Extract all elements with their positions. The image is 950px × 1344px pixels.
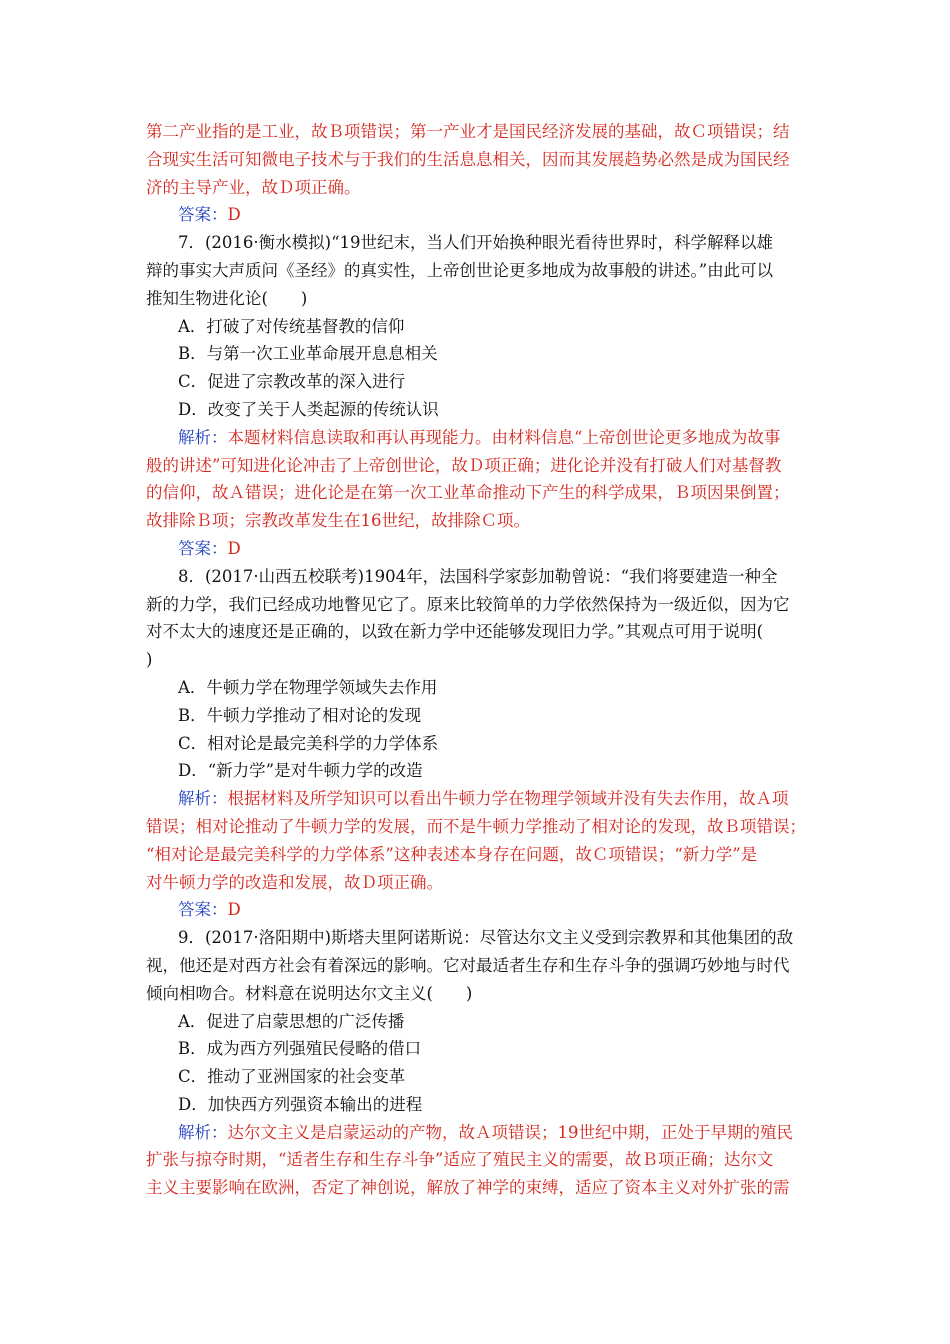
question-stem-line: 对不太大的速度还是正确的，以致在新力学中还能够发现旧力学。”其观点可用于说明( bbox=[146, 622, 764, 642]
analysis-line bbox=[146, 1119, 810, 1147]
answer-label: 答案： bbox=[178, 900, 228, 920]
analysis-label: 解析： bbox=[178, 1122, 228, 1142]
analysis-text-line: 济的主导产业，故Ｄ项正确。 bbox=[146, 177, 361, 197]
option-b: B．成为西方列强殖民侵略的借口 bbox=[178, 1039, 422, 1059]
answer-value: D bbox=[227, 900, 241, 920]
analysis-text-line: 对牛顿力学的改造和发展，故Ｄ项正确。 bbox=[146, 872, 443, 892]
analysis-text-line: 错误；相对论推动了牛顿力学的发展，而不是牛顿力学推动了相对论的发现，故Ｂ项错误； bbox=[146, 816, 806, 836]
answer-line bbox=[146, 201, 810, 229]
option-a: A．打破了对传统基督教的信仰 bbox=[178, 316, 405, 336]
question-stem-line: 推知生物进化论( ) bbox=[146, 288, 308, 308]
analysis-text-line: 扩张与掠夺时期，“适者生存和生存斗争”适应了殖民主义的需要，故Ｂ项正确；达尔文 bbox=[146, 1150, 774, 1170]
option-a: A．牛顿力学在物理学领域失去作用 bbox=[178, 677, 438, 697]
answer-value: D bbox=[227, 538, 241, 558]
question-stem-line: 辩的事实大声质问《圣经》的真实性，上帝创世论更多地成为故事般的讲述。”由此可以 bbox=[146, 260, 774, 280]
analysis-text: 根据材料及所学知识可以看出牛顿力学在物理学领域并没有失去作用，故Ａ项 bbox=[227, 789, 789, 809]
analysis-text-line: “相对论是最完美科学的力学体系”这种表述本身存在问题，故Ｃ项错误；“新力学”是 bbox=[146, 844, 758, 864]
answer-line bbox=[146, 896, 810, 924]
question-stem-line: 视，他还是对西方社会有着深远的影响。它对最适者生存和生存斗争的强调巧妙地与时代 bbox=[146, 955, 790, 975]
option-d: D．加快西方列强资本输出的进程 bbox=[178, 1094, 423, 1114]
analysis-text: 达尔文主义是启蒙运动的产物，故Ａ项错误；19世纪中期，正处于早期的殖民 bbox=[227, 1122, 793, 1142]
analysis-label: 解析： bbox=[178, 789, 228, 809]
option-d: D．“新力学”是对牛顿力学的改造 bbox=[178, 761, 423, 781]
option-c: C．推动了亚洲国家的社会变革 bbox=[178, 1067, 406, 1087]
analysis-label: 解析： bbox=[178, 427, 228, 447]
question-stem-line: 7．(2016·衡水模拟)“19世纪末，当人们开始换种眼光看待世界时，科学解释以雄 bbox=[178, 233, 774, 253]
analysis-text-line: 的信仰，故Ａ错误；进化论是在第一次工业革命推动下产生的科学成果，Ｂ项因果倒置； bbox=[146, 483, 790, 503]
analysis-text-line: 故排除Ｂ项；宗教改革发生在16世纪，故排除Ｃ项。 bbox=[146, 511, 530, 531]
analysis-text: 本题材料信息读取和再认再现能力。由材料信息“上帝创世论更多地成为故事 bbox=[227, 427, 781, 447]
analysis-line bbox=[146, 424, 810, 452]
option-a: A．促进了启蒙思想的广泛传播 bbox=[178, 1011, 405, 1031]
analysis-text-line: 第二产业指的是工业，故Ｂ项错误；第一产业才是国民经济发展的基础，故Ｃ项错误；结 bbox=[146, 122, 790, 141]
answer-label: 答案： bbox=[178, 538, 228, 558]
question-stem-line: 新的力学，我们已经成功地瞥见它了。原来比较简单的力学依然保持为一级近似，因为它 bbox=[146, 594, 790, 614]
analysis-line bbox=[146, 785, 810, 813]
answer-value: D bbox=[227, 205, 241, 225]
answer-label: 答案： bbox=[178, 205, 228, 225]
option-c: C．相对论是最完美科学的力学体系 bbox=[178, 733, 439, 753]
analysis-text-line: 般的讲述”可知进化论冲击了上帝创世论，故Ｄ项正确；进化论并没有打破人们对基督教 bbox=[146, 455, 782, 475]
question-stem-line: 倾向相吻合。材料意在说明达尔文主义( ) bbox=[146, 983, 473, 1003]
analysis-text-line: 主义主要影响在欧洲，否定了神创说，解放了神学的束缚，适应了资本主义对外扩张的需 bbox=[146, 1178, 790, 1198]
document-body bbox=[146, 118, 810, 1202]
question-stem-line: 9．(2017·洛阳期中)斯塔夫里阿诺斯说：尽管达尔文主义受到宗教界和其他集团的敌 bbox=[178, 928, 794, 948]
analysis-text-line: 合现实生活可知微电子技术与于我们的生活息息相关，因而其发展趋势必然是成为国民经 bbox=[146, 149, 790, 169]
question-stem-line: 8．(2017·山西五校联考)1904年，法国科学家彭加勒曾说：“我们将要建造一种全 bbox=[178, 566, 778, 586]
option-c: C．促进了宗教改革的深入进行 bbox=[178, 372, 406, 392]
option-d: D．改变了关于人类起源的传统认识 bbox=[178, 399, 439, 419]
answer-line bbox=[146, 535, 810, 563]
question-stem-line: ) bbox=[146, 650, 153, 670]
option-b: B．与第一次工业革命展开息息相关 bbox=[178, 344, 438, 364]
option-b: B．牛顿力学推动了相对论的发现 bbox=[178, 705, 422, 725]
